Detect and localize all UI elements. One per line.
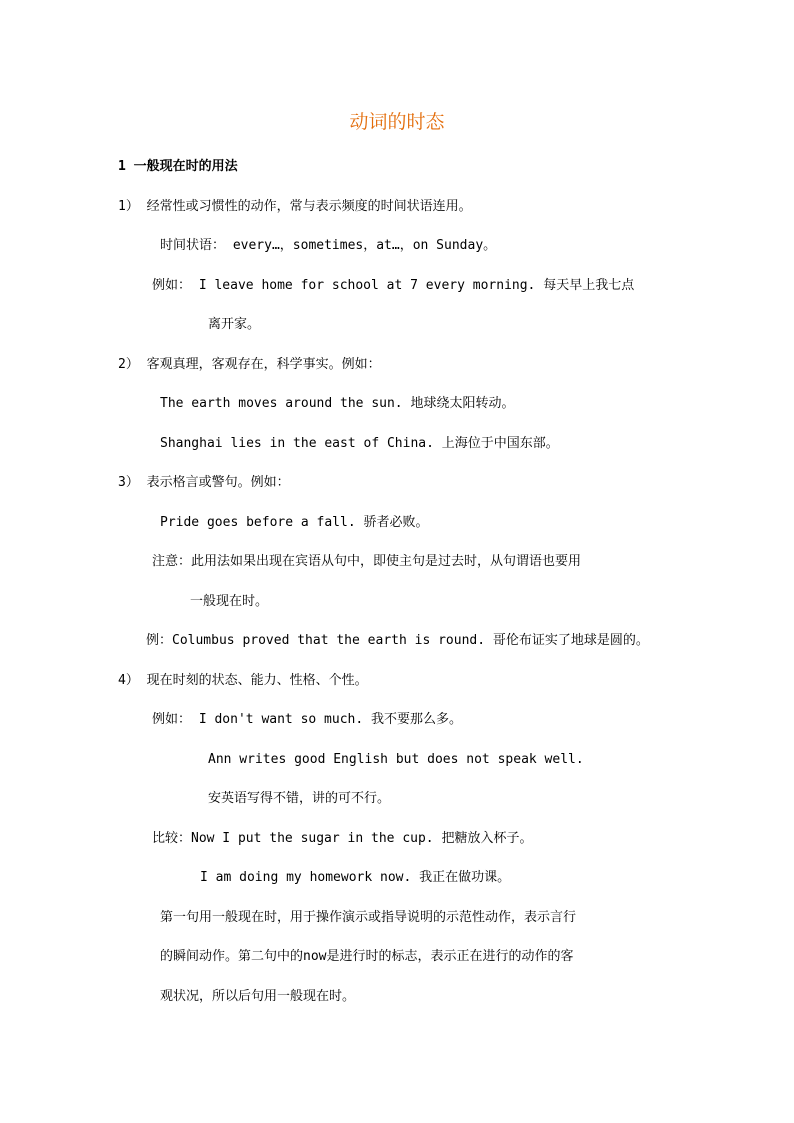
example-line: 例如： I don't want so much. 我不要那么多。: [152, 712, 463, 727]
explanation-line: 观状况，所以后句用一般现在时。: [160, 989, 356, 1004]
rule-2: 2） 客观真理，客观存在，科学事实。例如：: [118, 357, 381, 372]
example-line: 安英语写得不错，讲的可不行。: [208, 791, 391, 806]
example-line: The earth moves around the sun. 地球绕太阳转动。: [160, 396, 515, 411]
example-line-cont: 离开家。: [208, 317, 261, 332]
example-line: Pride goes before a fall. 骄者必败。: [160, 515, 429, 530]
rule-3: 3） 表示格言或警句。例如：: [118, 475, 290, 490]
section-heading: 1 一般现在时的用法: [118, 159, 238, 174]
example-line: Shanghai lies in the east of China. 上海位于中国东部。: [160, 436, 559, 451]
rule-4: 4） 现在时刻的状态、能力、性格、个性。: [118, 673, 368, 688]
example-line: 例如： I leave home for school at 7 every morning. 每天早上我七点: [152, 278, 635, 293]
compare-line: I am doing my homework now. 我正在做功课。: [200, 870, 511, 885]
rule-1: 1） 经常性或习惯性的动作，常与表示频度的时间状语连用。: [118, 199, 472, 214]
example-line: Ann writes good English but does not speak well.: [208, 752, 584, 767]
explanation-line: 的瞬间动作。第二句中的now是进行时的标志，表示正在进行的动作的客: [160, 949, 574, 964]
page-title: 动词的时态: [349, 111, 445, 133]
compare-line: 比较：Now I put the sugar in the cup. 把糖放入杯子。: [152, 831, 533, 846]
note-line-cont: 一般现在时。: [190, 594, 269, 609]
explanation-line: 第一句用一般现在时，用于操作演示或指导说明的示范性动作，表示言行: [160, 910, 577, 925]
time-adverbials: 时间状语： every…，sometimes，at…，on Sunday。: [160, 238, 497, 253]
example-line: 例：Columbus proved that the earth is round. 哥伦布证实了地球是圆的。: [146, 633, 649, 648]
note-line: 注意：此用法如果出现在宾语从句中，即使主句是过去时，从句谓语也要用: [152, 554, 582, 569]
